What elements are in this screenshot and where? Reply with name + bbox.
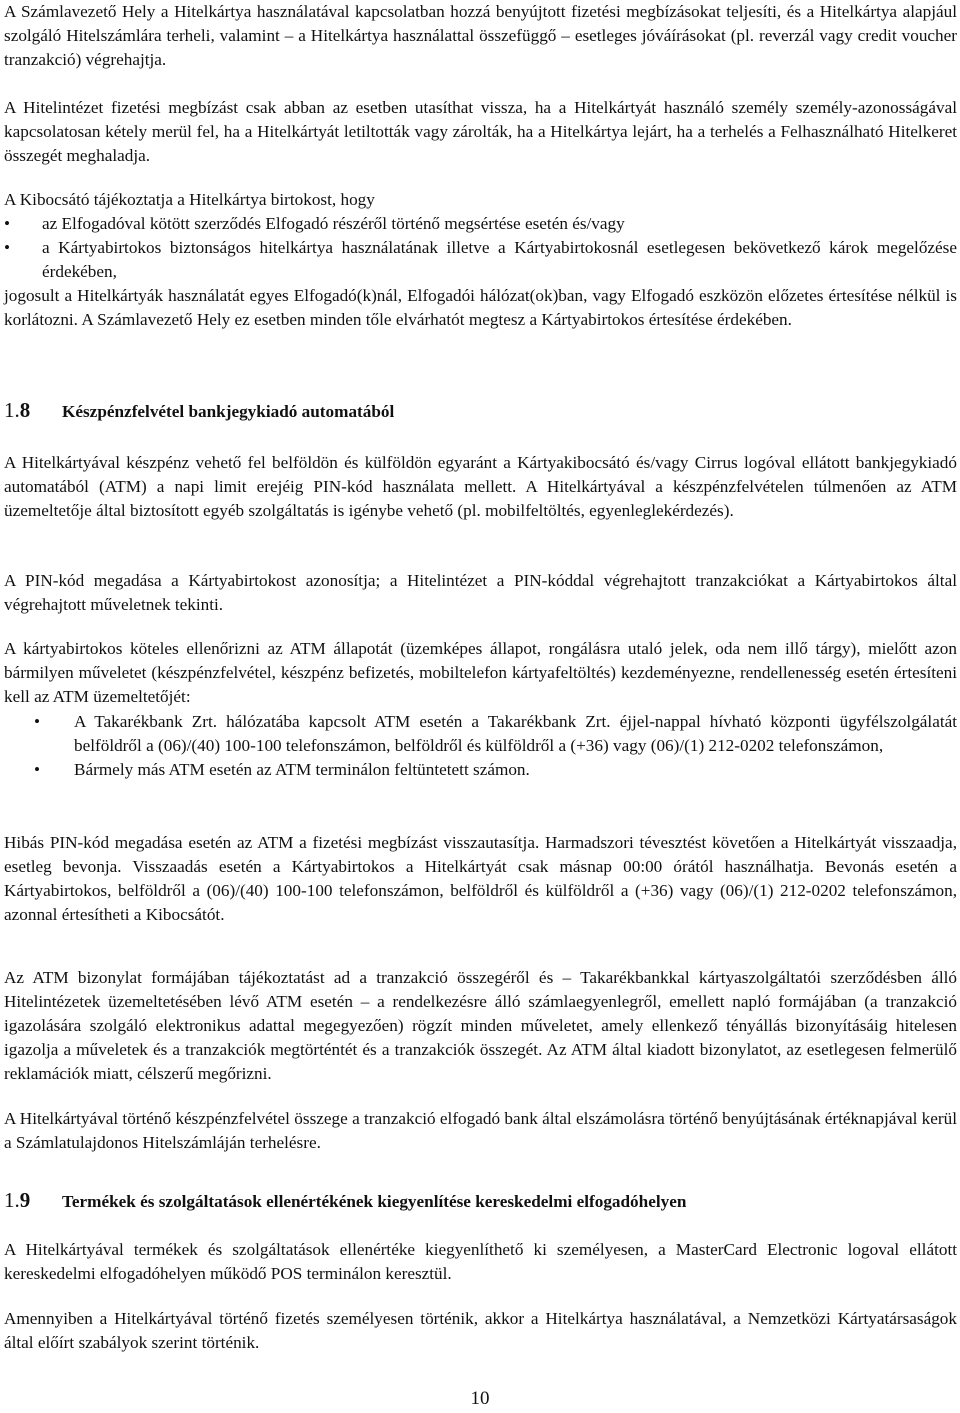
paragraph-atm-withdrawal: A Hitelkártyával készpénz vehető fel belföldön és külföldön egyaránt a Kártyakibocsátó és/vagy Cirrus logóval ellátott bankjegykiadó automatából (ATM) a napi limit erejéig PIN-kód használata mellett. A Hitelkártyával a készpénzfelvételen túlmenően az ATM üzemeltetője által biztosított egyéb szolgáltatás is igénybe vehető (pl. mobilfeltöltés, egyenleglekérdezés). [4,453,957,520]
list-item [4,710,957,758]
paragraph-restriction-right: jogosult a Hitelkártyák használatát egyes Elfogadó(k)nál, Elfogadói hálózat(ok)ban, vagy Elfogadó eszközön előzetes értesítése nélkül is korlátozni. A Számlavezető Hely ez esetben minden tőle elvárhatót megtesz a Kártyabirtokos értesítése érdekében. [4,286,957,329]
section-number: 1.8 [4,398,31,422]
paragraph-personal-payment: Amennyiben a Hitelkártyával történő fizetés személyesen történik, akkor a Hitelkártya használatával, a Nemzetközi Kártyatársaságok által előírt szabályok szerint történik. [4,1309,957,1352]
list-item [4,236,957,284]
paragraph-pos-payment: A Hitelkártyával termékek és szolgáltatások ellenértéke kiegyenlíthető ki személyesen, a MasterCard Electronic logoval ellátott kereskedelmi elfogadóhelyen működő POS terminálon keresztül. [4,1240,957,1283]
paragraph-wrong-pin: Hibás PIN-kód megadása esetén az ATM a fizetési megbízást visszautasítja. Harmadszori tévesztést követően a Hitelkártyát visszaadja, esetleg bevonja. Visszaadás esetén a Kártyabirtokos a Hitelkártyát csak másnap 00:00 órától használhatja. Bevonás esetén a Kártyabirtokos, belföldről a (06)/(40) 100-100 telefonszámon, belföldről és külföldről a (+36) vagy (06)/(1) 212-0202 telefonszámon, azonnal értesítheti a Kibocsátót. [4,833,957,924]
section-number: 1.9 [4,1188,31,1212]
section-heading-1-8 [4,398,957,424]
list-item [4,758,957,782]
bullet-icon: • [4,238,11,257]
restriction-reasons-list [4,212,957,284]
paragraph-pin-identification: A PIN-kód megadása a Kártyabirtokost azonosítja; a Hitelintézet a PIN-kóddal végrehajtott tranzakciókat a Kártyabirtokos által végrehajtott műveletnek tekinti. [4,571,957,614]
bullet-icon: • [4,214,11,233]
paragraph-issuer-notice: A Kibocsátó tájékoztatja a Hitelkártya birtokost, hogy [4,190,375,209]
list-item [4,212,957,236]
section-title: Termékek és szolgáltatások ellenértékének kiegyenlítése kereskedelmi elfogadóhelyen [62,1192,687,1211]
list-item-text: Bármely más ATM esetén az ATM terminálon feltüntetett számon. [74,760,530,779]
paragraph-atm-check: A kártyabirtokos köteles ellenőrizni az ATM állapotát (üzemképes állapot, rongálásra utaló jelek, oda nem illő tárgy), mielőtt azon bármilyen műveletet (készpénzfelvétel, készpénz befizetés, mobiltelefon kártyafeltöltés) kezdeményezne, rendellenesség esetén értesíteni kell az ATM üzemeltetőjét: [4,639,957,706]
section-heading-1-9 [4,1188,957,1214]
section-title: Készpénzfelvétel bankjegykiadó automatából [62,402,395,421]
atm-report-contacts-list [4,710,957,782]
paragraph-atm-receipt: Az ATM bizonylat formájában tájékoztatást ad a tranzakció összegéről és – Takarékbankkal kártyaszolgáltatói szerződésben álló Hitelintézetek üzemeltetésében lévő ATM esetén – a rendelkezésre álló számlaegyenlegről, emellett napló formájában (a tranzakció igazolására szolgáló elektronikus adattal megegyezően) rögzít minden műveletet, amely ellenkező tényállás bizonyításáig hitelesen igazolja a műveletek és a tranzakciók megtörténtét és a tranzakciók összegét. Az ATM által kiadott bizonylatot, az esetlegesen felmerülő reklamációk miatt, célszerű megőrizni. [4,968,957,1083]
bullet-icon: • [34,712,41,731]
list-item-text: a Kártyabirtokos biztonságos hitelkártya használatának illetve a Kártyabirtokosnál esetlegesen bekövetkező károk megelőzése érdekében, [42,238,957,281]
list-item-text: az Elfogadóval kötött szerződés Elfogadó részéről történő megsértése esetén és/vagy [42,214,625,233]
bullet-icon: • [34,760,41,779]
page-number: 10 [470,1388,490,1409]
list-item-text: A Takarékbank Zrt. hálózatába kapcsolt ATM esetén a Takarékbank Zrt. éjjel-nappal hívható központi ügyfélszolgálatát belföldről a (06)/(40) 100-100 telefonszámon, belföldről és külföldről a (+36) vagy (06)/(1) 212-0202 telefonszámon, [74,712,957,755]
paragraph-withdrawal-debit: A Hitelkártyával történő készpénzfelvétel összege a tranzakció elfogadó bank által elszámolásra történő benyújtásának értéknapjával kerül a Számlatulajdonos Hitelszámláján terhelésre. [4,1109,957,1152]
paragraph-settlement: A Számlavezető Hely a Hitelkártya használatával kapcsolatban hozzá benyújtott fizetési megbízásokat teljesíti, és a Hitelkártya alapjául szolgáló Hitelszámlára terheli, valamint – a Hitelkártya használattal összefüggő – esetleges jóváírásokat (pl. reverzál vagy credit voucher tranzakció) végrehajtja. [4,2,957,69]
paragraph-refusal-conditions: A Hitelintézet fizetési megbízást csak abban az esetben utasíthat vissza, ha a Hitelkártyát használó személy személy-azonosságával kapcsolatosan kétely merül fel, ha a Hitelkártyát letiltották vagy zárolták, ha a Hitelkártya lejárt, ha a terhelés a Felhasználható Hitelkeret összegét meghaladja. [4,98,957,165]
